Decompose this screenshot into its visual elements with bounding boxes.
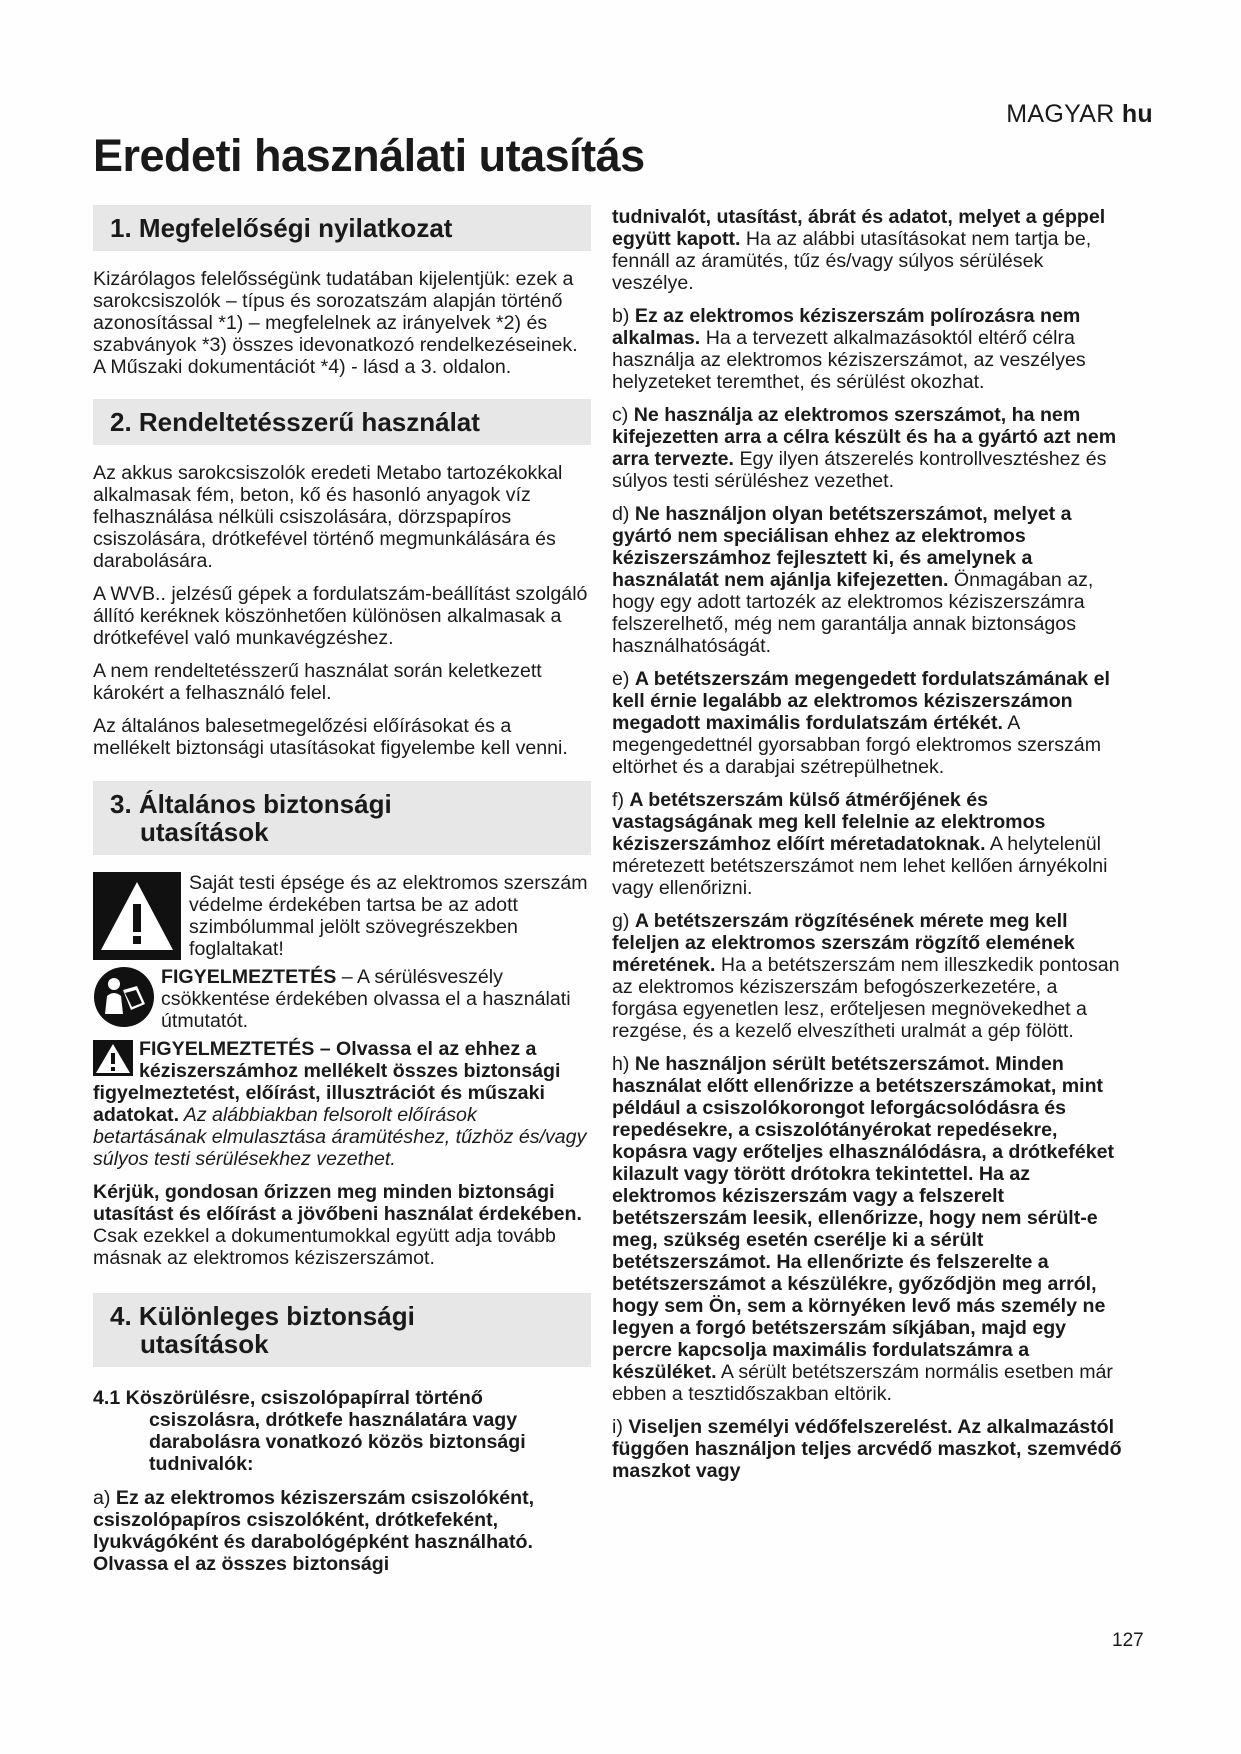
item-f-text: A helytelenül méretezett betétszerszámot nem lehet kellően árnyékolni vagy ellenőrizni. bbox=[612, 833, 1108, 899]
general-warning bbox=[93, 1038, 591, 1170]
item-h bbox=[612, 1053, 1126, 1405]
item-e bbox=[612, 668, 1126, 778]
item-h-bold: Ne használjon sérült betétszerszámot. Minden használat előtt ellenőrizze a betétszerszámokat, mint például a csiszolókorongot leforgácsolódásra és repedésekre, a csiszolótányérokat repedésekre, kopásra vagy erőteljes elhasználódásra, a drótkeféket kilazult vagy törött drótokra tekintettel. Ha az elektromos kéziszerszám vagy a felszerelt betétszerszám leesik, ellenőrizze, hogy nem sérült-e meg, szükség esetén cserélje ki a sérült betétszerszámot. Ha ellenőrizte és felszerelte a betétszerszámot a készülékre, győződjön meg arról, hogy sem Ön, sem a környéken levő más személy ne legyen a forgó betétszerszám síkjában, majd egy percre kapcsolja maximális fordulatszámra a készüléket. bbox=[612, 1053, 1115, 1383]
page-number: 127 bbox=[1112, 1630, 1144, 1651]
right-column bbox=[612, 206, 1126, 1493]
read-manual-rest: – A sérülésveszély csökkentése érdekében olvassa el a használati útmutatót. bbox=[161, 966, 571, 1032]
item-d bbox=[612, 503, 1126, 657]
item-f-prefix: f) bbox=[612, 789, 630, 811]
item-d-bold: Ne használjon olyan betétszerszámot, melyet a gyártó nem speciálisan ehhez az elektromos kéziszerszámhoz fejlesztett ki, és amelynek a használatát nem ajánlja kifejezetten. bbox=[612, 503, 1072, 591]
general-warning-italic: Az alábbiakban felsorolt előírások betartásának elmulasztása áramütéshez, tűzhöz és/vagy súlyos testi sérülésekhez vezethet. bbox=[93, 1104, 587, 1170]
section-4-heading bbox=[93, 1293, 591, 1367]
section-3-heading bbox=[93, 781, 591, 855]
item-h-prefix: h) bbox=[612, 1053, 635, 1075]
read-manual-bold: FIGYELMEZTETÉS bbox=[161, 966, 337, 988]
item-f-bold: A betétszerszám külső átmérőjének és vastagságának meg kell felelnie az elektromos kéziszerszámhoz előírt méretadatoknak. bbox=[612, 789, 1046, 855]
section-3-heading-line1: 3. Általános biztonsági bbox=[110, 789, 392, 819]
section-4-heading-line1: 4. Különleges biztonsági bbox=[110, 1301, 415, 1331]
section-1-heading: 1. Megfelelőségi nyilatkozat bbox=[93, 205, 591, 251]
left-column bbox=[93, 205, 591, 1586]
item-f bbox=[612, 789, 1126, 899]
item-b bbox=[612, 305, 1126, 393]
warning-triangle-small-icon bbox=[93, 1040, 133, 1076]
section-2-p2: A WVB.. jelzésű gépek a fordulatszám-beállítást szolgáló állító keréknek köszönhetően különösen alkalmasak a drótkefével való munkavégzéshez. bbox=[93, 583, 588, 649]
warning-symbol-note bbox=[93, 872, 591, 960]
language-label bbox=[1006, 100, 1153, 129]
general-warning-bold: FIGYELMEZTETÉS – Olvassa el az ehhez a kéziszerszámhoz mellékelt összes biztonsági figyelmeztetést, előírást, illusztrációt és műszaki adatokat. bbox=[93, 1038, 561, 1126]
section-3-heading-line2: utasítások bbox=[140, 817, 269, 847]
section-2-heading: 2. Rendeltetésszerű használat bbox=[93, 399, 591, 445]
page-title: Eredeti használati utasítás bbox=[93, 130, 645, 181]
item-c-prefix: c) bbox=[612, 404, 634, 426]
item-h-text: A sérült betétszerszám normális esetben már ebben a tesztidőszakban eltörik. bbox=[612, 1361, 1113, 1405]
item-g-bold: A betétszerszám rögzítésének mérete meg kell feleljen az elektromos szerszám rögzítő elemének méretének. bbox=[612, 910, 1075, 976]
item-i-prefix: i) bbox=[612, 1416, 629, 1438]
subsection-4-1-rest: csiszolásra, drótkefe használatára vagy darabolásra vonatkozó közös biztonsági tudnivalók: bbox=[149, 1409, 526, 1475]
item-a-cont-text: Ha az alábbi utasításokat nem tartja be, fennáll az áramütés, tűz és/vagy súlyos sérülések veszélye. bbox=[612, 228, 1092, 294]
subsection-4-1-line1: 4.1 Köszörülésre, csiszolópapírral történő bbox=[93, 1387, 483, 1409]
read-manual-text bbox=[161, 966, 591, 1032]
section-2-p1: Az akkus sarokcsiszolók eredeti Metabo tartozékokkal alkalmasak fém, beton, kő és hasonló anyagok víz felhasználása nélküli csiszolására, dörzspapíros csiszolására, drótkefével történő megmunkálására és darabolására. bbox=[93, 462, 563, 572]
item-g-prefix: g) bbox=[612, 910, 635, 932]
language-name: MAGYAR bbox=[1006, 100, 1115, 128]
item-a bbox=[93, 1487, 591, 1575]
item-a-bold: Ez az elektromos kéziszerszám csiszolóként, csiszolópapíros csiszolóként, drótkefeként, lyukvágóként és darabológépként használható. Olvassa el az összes biztonsági bbox=[93, 1487, 535, 1575]
item-c-bold: Ne használja az elektromos szerszámot, ha nem kifejezetten arra a célra készült és ha a gyártó azt nem arra tervezte. bbox=[612, 404, 1117, 470]
item-d-text: Önmagában az, hogy egy adott tartozék az elektromos kéziszerszámra felszerelhető, még nem garantálja annak biztonságos használhatóságát. bbox=[612, 569, 1094, 657]
keep-instructions-text: Csak ezekkel a dokumentumokkal együtt adja tovább másnak az elektromos kéziszerszámot. bbox=[93, 1225, 556, 1269]
item-b-bold: Ez az elektromos kéziszerszám polírozásra nem alkalmas. bbox=[612, 305, 1081, 349]
item-e-prefix: e) bbox=[612, 668, 635, 690]
item-i bbox=[612, 1416, 1126, 1482]
item-a-continued bbox=[612, 206, 1126, 294]
language-code: hu bbox=[1121, 100, 1153, 128]
section-2-p3: A nem rendeltetésszerű használat során keletkezett károkért a felhasználó felel. bbox=[93, 660, 542, 704]
item-a-cont-bold: tudnivalót, utasítást, ábrát és adatot, melyet a géppel együtt kapott. bbox=[612, 206, 1106, 250]
section-1-text: Kizárólagos felelősségünk tudatában kijelentjük: ezek a sarokcsiszolók – típus és sorozatszám alapján történő azonosítással *1) – megfelelnek az irányelvek *2) és szabványok *3) összes idevonatkozó rendelkezéseinek. A Műszaki dokumentációt *4) - lásd a 3. oldalon. bbox=[93, 268, 578, 378]
item-b-text: Ha a tervezett alkalmazásoktól eltérő célra használja az elektromos kéziszerszámot, az veszélyes helyzeteket teremthet, és sérülést okozhat. bbox=[612, 327, 1086, 393]
item-e-bold: A betétszerszám megengedett fordulatszámának el kell érnie legalább az elektromos kéziszerszámon megadott maximális fordulatszám értékét. bbox=[612, 668, 1110, 734]
section-2-p4: Az általános balesetmegelőzési előírásokat és a mellékelt biztonsági utasításokat figyelembe kell venni. bbox=[93, 715, 568, 759]
item-c-text: Egy ilyen átszerelés kontrollvesztéshez és súlyos testi sérüléshez vezethet. bbox=[612, 448, 1107, 492]
item-g-text: Ha a betétszerszám nem illeszkedik pontosan az elektromos kéziszerszám befogószerkezetére, a forgása egyenetlen lesz, erőteljesen megnövekedhet a rezgése, és a kezelő elveszítheti uralmát a gép fölött. bbox=[612, 954, 1120, 1042]
read-manual-icon bbox=[93, 966, 155, 1028]
warning-triangle-icon bbox=[93, 872, 181, 960]
item-c bbox=[612, 404, 1126, 492]
item-a-prefix: a) bbox=[93, 1487, 116, 1509]
item-e-text: A megengedettnél gyorsabban forgó elektromos szerszám eltörhet és a darabjai szétrepülhetnek. bbox=[612, 712, 1102, 778]
item-g bbox=[612, 910, 1126, 1042]
keep-instructions-bold: Kérjük, gondosan őrizzen meg minden biztonsági utasítást és előírást a jövőbeni használat érdekében. bbox=[93, 1181, 582, 1225]
item-b-prefix: b) bbox=[612, 305, 635, 327]
read-manual-note bbox=[93, 966, 591, 1032]
item-i-bold: Viseljen személyi védőfelszerelést. Az alkalmazástól függően használjon teljes arcvédő maszkot, szemvédő maszkot vagy bbox=[612, 1416, 1122, 1482]
keep-instructions bbox=[93, 1181, 591, 1269]
subsection-4-1-heading bbox=[93, 1387, 591, 1475]
item-d-prefix: d) bbox=[612, 503, 635, 525]
warning-symbol-text: Saját testi épsége és az elektromos szerszám védelme érdekében tartsa be az adott szimbólummal jelölt szövegrészekben foglaltakat! bbox=[189, 872, 588, 960]
section-4-heading-line2: utasítások bbox=[140, 1329, 269, 1359]
